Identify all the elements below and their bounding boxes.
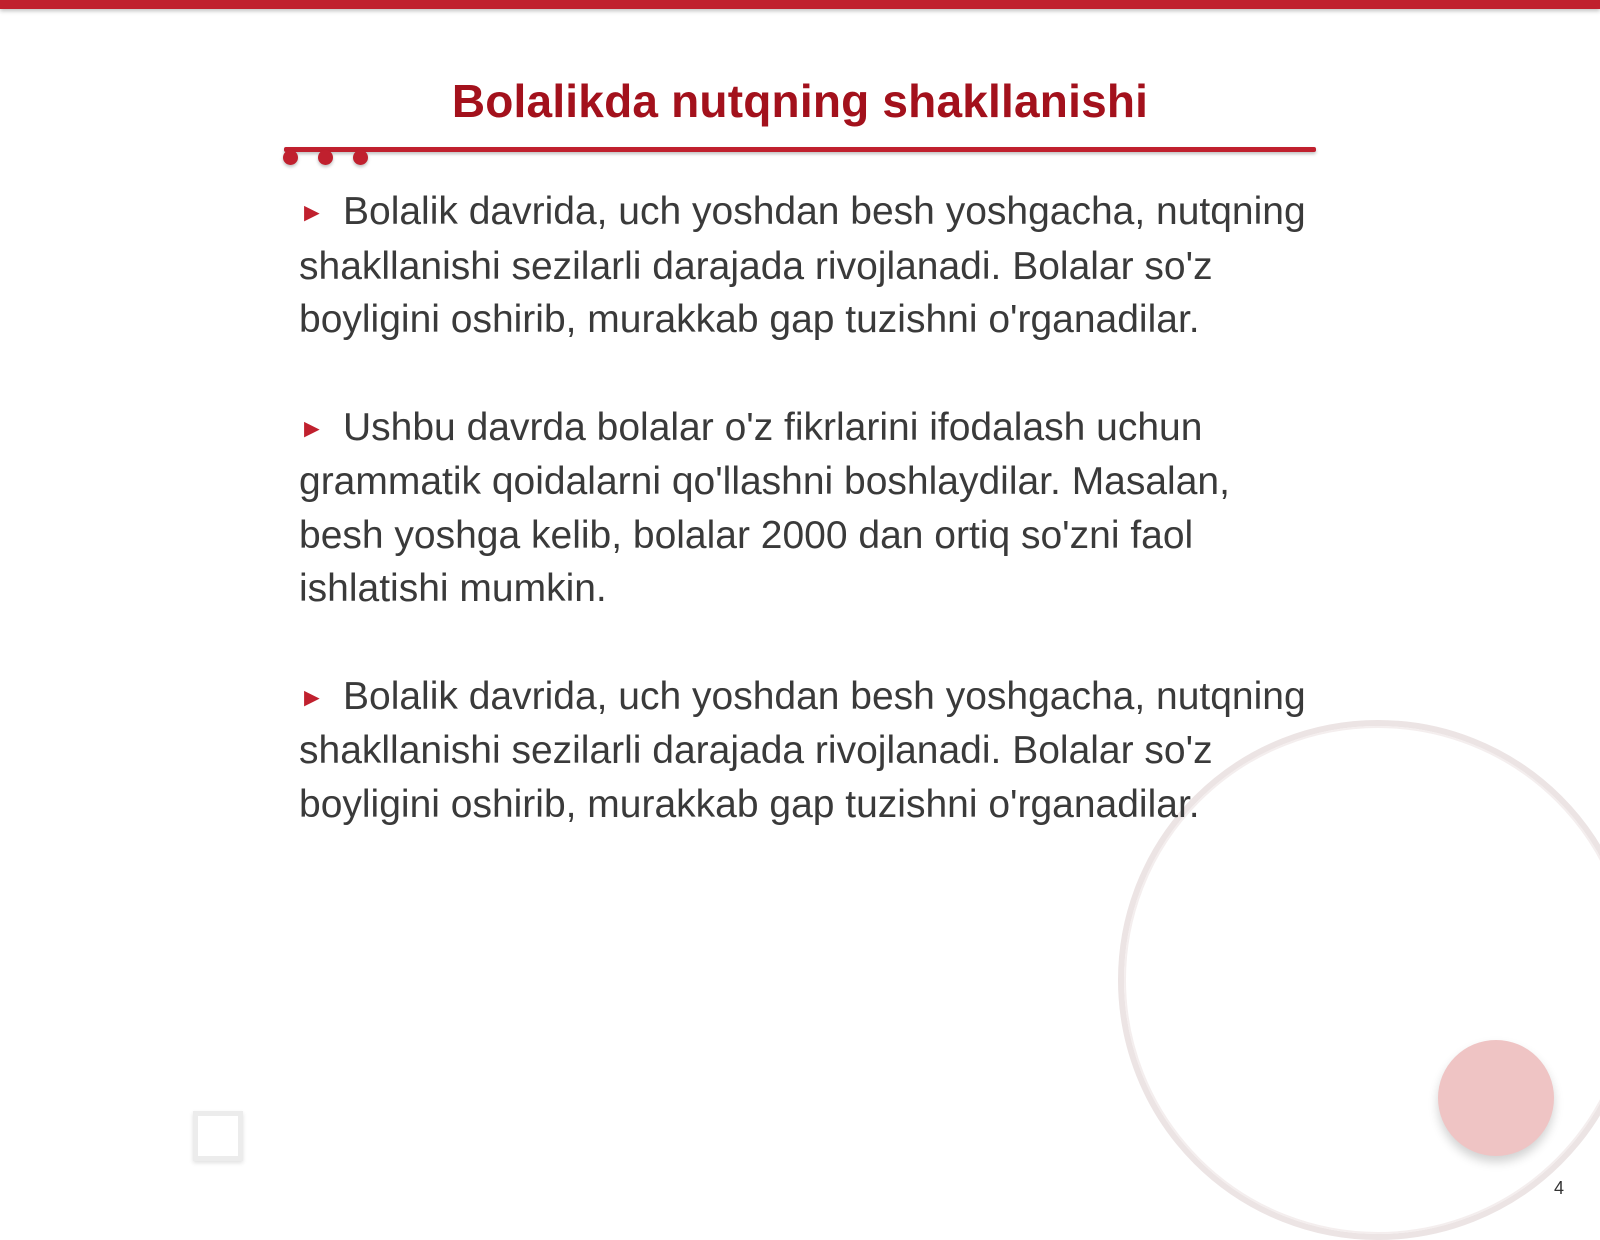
top-accent-bar	[0, 0, 1600, 9]
decor-circle	[1438, 1040, 1554, 1156]
slide-body	[299, 185, 1319, 885]
slide-title: Bolalikda nutqning shakllanishi	[451, 75, 1149, 127]
bullet-text: Ushbu davrda bolalar o'z fikrlarini ifodalash uchun grammatik qoidalarni qo'llashni boshlaydilar. Masalan, besh yoshga kelib, bolalar 2000 dan ortiq so'zni faol ishlatishi mumkin.	[299, 405, 1230, 610]
arrow-bullet-icon: ►	[299, 197, 325, 227]
title-underline	[284, 147, 1316, 152]
bullet-text: Bolalik davrida, uch yoshdan besh yoshgacha, nutqning shakllanishi sezilarli darajada rivojlanadi. Bolalar so'z boyligini oshirib, murakkab gap tuzishni o'rganadilar.	[299, 674, 1306, 826]
bullet-item-3	[299, 670, 1319, 832]
arrow-bullet-icon: ►	[299, 681, 325, 712]
bullet-item-1	[299, 185, 1319, 347]
bullet-item-2	[299, 401, 1319, 616]
decor-dot-2	[318, 150, 333, 165]
decor-dot-1	[283, 150, 298, 165]
decor-dot-3	[353, 150, 368, 165]
page-number: 4	[1554, 1178, 1565, 1198]
arrow-bullet-icon: ►	[299, 412, 325, 443]
decor-square	[193, 1111, 243, 1161]
bullet-text: Bolalik davrida, uch yoshdan besh yoshgacha, nutqning shakllanishi sezilarli darajada rivojlanadi. Bolalar so'z boyligini oshirib, murakkab gap tuzishni o'rganadilar.	[299, 190, 1306, 341]
